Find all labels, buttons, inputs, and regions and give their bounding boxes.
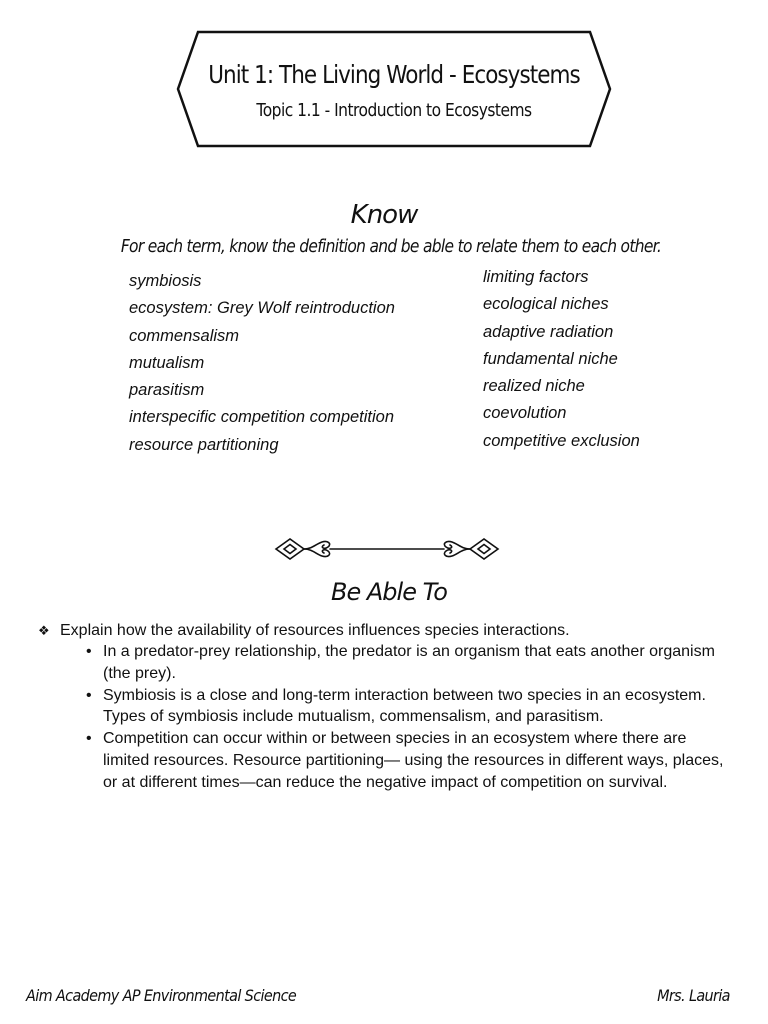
footer-school: Aim Academy AP Environmental Science <box>26 986 297 1005</box>
point-text: Competition can occur within or between species in an ecosystem where there are limited resources. Resource partitioning— using the resources in different ways, places, or at different times—can reduce the negative impact of competition on survival. <box>103 730 724 791</box>
list-item: mutualism <box>129 353 205 372</box>
ornament-divider-icon <box>272 532 502 566</box>
list-item: symbiosis <box>129 272 202 290</box>
able-heading: Be Able To <box>331 578 447 606</box>
list-item: realized niche <box>483 377 585 396</box>
bullet-icon: • <box>86 730 92 748</box>
terms-left-list <box>129 268 395 459</box>
page-title: Unit 1: The Living World - Ecosystems <box>208 60 580 89</box>
diamond-bullet-icon: ❖ <box>38 623 50 638</box>
list-item: ecosystem: Grey Wolf reintroduction <box>129 299 395 318</box>
objective-item <box>38 620 738 642</box>
bullet-icon: • <box>86 686 92 704</box>
point-text: In a predator-prey relationship, the predator is an organism that eats another organism (the prey). <box>103 643 715 682</box>
objective-text: Explain how the availability of resources influences species interactions. <box>60 622 570 639</box>
know-heading: Know <box>350 200 418 230</box>
list-item <box>86 685 726 729</box>
footer-teacher: Mrs. Lauria <box>657 986 730 1005</box>
list-item: limiting factors <box>483 268 589 286</box>
list-item: adaptive radiation <box>483 322 614 341</box>
list-item: parasitism <box>129 381 205 400</box>
list-item: commensalism <box>129 326 240 345</box>
banner-frame <box>176 30 612 148</box>
terms-right-list <box>483 264 640 455</box>
know-instruction: For each term, know the definition and be able to relate them to each other. <box>120 236 662 257</box>
list-item <box>86 728 726 793</box>
list-item: fundamental niche <box>483 349 618 368</box>
list-item: interspecific competition competition <box>129 408 395 427</box>
point-text: Symbiosis is a close and long-term interaction between two species in an ecosystem. Types of symbiosis include mutualism, commensalism, and parasitism. <box>103 686 706 726</box>
list-item: ecological niches <box>483 295 609 314</box>
bullet-icon: • <box>86 643 92 660</box>
title-banner <box>176 30 612 148</box>
list-item: coevolution <box>483 404 567 423</box>
list-item: competitive exclusion <box>483 431 640 450</box>
points-list <box>86 641 726 794</box>
list-item <box>86 641 726 685</box>
page-subtitle: Topic 1.1 - Introduction to Ecosystems <box>256 100 532 121</box>
list-item: resource partitioning <box>129 435 279 454</box>
